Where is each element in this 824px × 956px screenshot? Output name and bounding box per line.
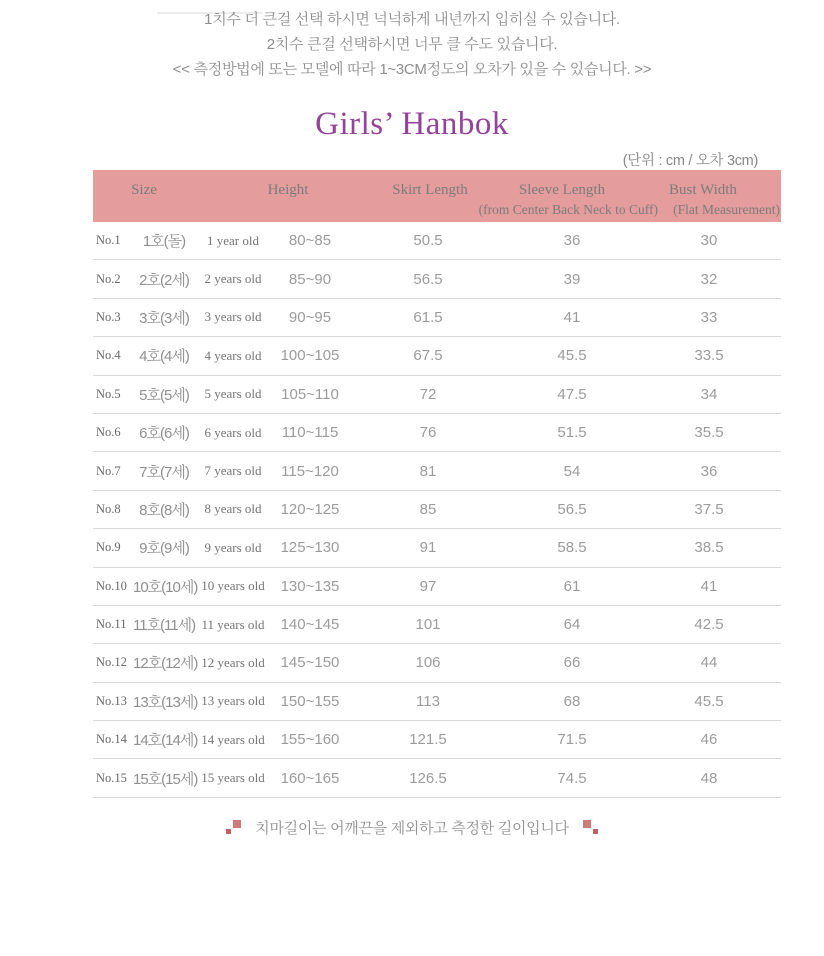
cell-height: 90~95	[288, 308, 332, 326]
size-chart-table	[93, 170, 781, 798]
cell-bust-width: 35.5	[694, 424, 724, 442]
page-title: Girls’ Hanbok	[315, 106, 509, 142]
cell-height: 110~115	[281, 424, 339, 442]
cell-height: 145~150	[280, 654, 340, 672]
cell-size-korean: 7호(7세)	[139, 463, 189, 481]
cell-size-korean: 14호(14세)	[133, 732, 198, 750]
cell-bust-width: 36	[700, 462, 718, 480]
sizing-note-line2: 2치수 큰걸 선택하시면 너무 클 수도 있습니다.	[266, 36, 558, 53]
cell-age: 12 years old	[201, 654, 265, 670]
cell-height: 80~85	[288, 232, 332, 250]
cell-size-korean: 15호(15세)	[133, 770, 198, 788]
cell-age: 14 years old	[201, 731, 265, 747]
cell-row-number: No.6	[96, 425, 121, 440]
column-header-size: Size	[131, 182, 157, 198]
cell-row-number: No.5	[96, 386, 121, 401]
column-subheader-bust: (Flat Measurement)	[673, 202, 780, 217]
cell-size-korean: 10호(10세)	[133, 578, 198, 596]
cell-sleeve-length: 36	[563, 232, 581, 250]
cell-height: 115~120	[281, 462, 339, 480]
cell-height: 105~110	[281, 385, 339, 403]
cell-sleeve-length: 47.5	[557, 385, 587, 403]
cell-age: 7 years old	[204, 463, 262, 479]
cell-row-number: No.11	[96, 617, 127, 632]
cell-age: 2 years old	[204, 271, 262, 287]
cell-size-korean: 12호(12세)	[133, 655, 198, 673]
table-row	[93, 529, 781, 567]
cell-row-number: No.13	[96, 693, 127, 708]
cell-bust-width: 33.5	[694, 347, 724, 365]
table-row	[93, 376, 781, 414]
cell-row-number: No.3	[96, 309, 121, 324]
table-row	[93, 568, 781, 606]
cell-row-number: No.4	[96, 348, 121, 363]
cell-skirt-length: 67.5	[413, 347, 443, 365]
cell-bust-width: 33	[700, 308, 718, 326]
cell-age: 13 years old	[201, 693, 265, 709]
cell-skirt-length: 101	[415, 616, 441, 634]
table-body	[93, 222, 781, 798]
table-row	[93, 759, 781, 797]
cell-height: 130~135	[280, 577, 340, 595]
cell-sleeve-length: 39	[563, 270, 581, 288]
cell-sleeve-length: 58.5	[557, 539, 587, 557]
cell-sleeve-length: 54	[563, 462, 581, 480]
table-row	[93, 683, 781, 721]
cell-height: 160~165	[280, 769, 340, 787]
cell-bust-width: 45.5	[694, 692, 724, 710]
cell-sleeve-length: 41	[563, 308, 581, 326]
cell-sleeve-length: 74.5	[557, 769, 587, 787]
cell-height: 100~105	[280, 347, 340, 365]
cell-sleeve-length: 68	[563, 692, 581, 710]
cell-row-number: No.10	[96, 578, 127, 593]
cell-row-number: No.9	[96, 540, 121, 555]
cell-age: 11 years old	[201, 616, 265, 632]
table-row	[93, 222, 781, 260]
cell-age: 1 year old	[207, 232, 259, 248]
table-row	[93, 644, 781, 682]
decorative-squares-right-icon	[582, 820, 598, 836]
cell-row-number: No.1	[96, 233, 121, 248]
cell-age: 10 years old	[201, 578, 265, 594]
cell-row-number: No.12	[96, 655, 127, 670]
cell-skirt-length: 121.5	[409, 731, 447, 749]
cell-height: 85~90	[288, 270, 332, 288]
cell-size-korean: 13호(13세)	[133, 693, 198, 711]
cell-height: 120~125	[280, 500, 340, 518]
cell-size-korean: 4호(4세)	[139, 348, 189, 366]
table-row	[93, 337, 781, 375]
cell-sleeve-length: 64	[563, 616, 581, 634]
cell-size-korean: 8호(8세)	[139, 501, 189, 519]
cell-height: 125~130	[280, 539, 340, 557]
sizing-advice-notes	[0, 7, 824, 82]
cell-age: 5 years old	[204, 386, 262, 402]
cell-bust-width: 41	[700, 577, 718, 595]
cell-height: 155~160	[280, 731, 340, 749]
cell-skirt-length: 106	[415, 654, 441, 672]
cell-height: 150~155	[280, 692, 340, 710]
cell-bust-width: 38.5	[694, 539, 724, 557]
table-row	[93, 299, 781, 337]
cell-row-number: No.2	[96, 271, 121, 286]
cell-age: 6 years old	[204, 424, 262, 440]
cell-sleeve-length: 71.5	[557, 731, 587, 749]
cell-bust-width: 37.5	[694, 500, 724, 518]
cell-skirt-length: 72	[419, 385, 437, 403]
cell-bust-width: 34	[700, 385, 718, 403]
cell-size-korean: 3호(3세)	[139, 309, 189, 327]
cell-row-number: No.8	[96, 501, 121, 516]
footer-note-text: 치마길이는 어깨끈을 제외하고 측정한 길이입니다	[255, 820, 569, 837]
cell-bust-width: 42.5	[694, 616, 724, 634]
cell-size-korean: 6호(6세)	[139, 425, 189, 443]
column-header-bust-width: Bust Width	[669, 182, 737, 198]
cell-sleeve-length: 66	[563, 654, 581, 672]
cell-sleeve-length: 61	[563, 577, 581, 595]
column-subheader-sleeve: (from Center Back Neck to Cuff)	[478, 202, 658, 217]
cell-skirt-length: 97	[419, 577, 437, 595]
cell-skirt-length: 91	[419, 539, 437, 557]
cell-age: 8 years old	[204, 501, 262, 517]
cell-skirt-length: 85	[419, 500, 437, 518]
cell-height: 140~145	[280, 616, 340, 634]
cell-skirt-length: 81	[419, 462, 437, 480]
table-row	[93, 606, 781, 644]
cell-bust-width: 44	[700, 654, 718, 672]
cell-skirt-length: 61.5	[413, 308, 443, 326]
cell-size-korean: 2호(2세)	[139, 271, 189, 289]
cell-bust-width: 48	[700, 769, 718, 787]
table-row	[93, 260, 781, 298]
table-header-row	[93, 170, 781, 199]
sizing-note-line1: 1치수 더 큰걸 선택 하시면 넉넉하게 내년까지 입히실 수 있습니다.	[204, 11, 620, 28]
table-header	[93, 170, 781, 222]
cell-row-number: No.14	[96, 732, 127, 747]
cell-size-korean: 9호(9세)	[139, 540, 189, 558]
cell-age: 3 years old	[204, 309, 262, 325]
cell-size-korean: 5호(5세)	[139, 386, 189, 404]
cell-row-number: No.15	[96, 770, 127, 785]
cell-sleeve-length: 45.5	[557, 347, 587, 365]
table-row	[93, 414, 781, 452]
cell-skirt-length: 56.5	[413, 270, 443, 288]
footer-note	[0, 817, 824, 838]
cell-sleeve-length: 51.5	[557, 424, 587, 442]
column-header-skirt-length: Skirt Length	[392, 182, 468, 198]
cell-age: 9 years old	[204, 539, 262, 555]
cell-row-number: No.7	[96, 463, 121, 478]
cell-sleeve-length: 56.5	[557, 500, 587, 518]
table-row	[93, 491, 781, 529]
table-row	[93, 721, 781, 759]
unit-note: (단위 : cm / 오차 3cm)	[622, 153, 758, 169]
table-row	[93, 452, 781, 490]
cell-size-korean: 11호(11세)	[133, 617, 196, 635]
sizing-note-line3: << 측정방법에 또는 모델에 따라 1~3CM정도의 오차가 있을 수 있습니다. >>	[172, 61, 652, 78]
cell-bust-width: 46	[700, 731, 718, 749]
cell-skirt-length: 113	[416, 692, 440, 710]
column-header-sleeve-length: Sleeve Length	[518, 182, 606, 198]
cell-bust-width: 30	[700, 232, 718, 250]
cell-skirt-length: 76	[419, 424, 437, 442]
cell-bust-width: 32	[700, 270, 718, 288]
cell-size-korean: 1호(돌)	[142, 233, 186, 251]
column-header-height: Height	[267, 182, 309, 198]
cell-skirt-length: 50.5	[413, 232, 443, 250]
cell-age: 4 years old	[204, 347, 262, 363]
cell-skirt-length: 126.5	[409, 769, 447, 787]
cell-age: 15 years old	[201, 770, 265, 786]
decorative-squares-left-icon	[226, 820, 242, 836]
